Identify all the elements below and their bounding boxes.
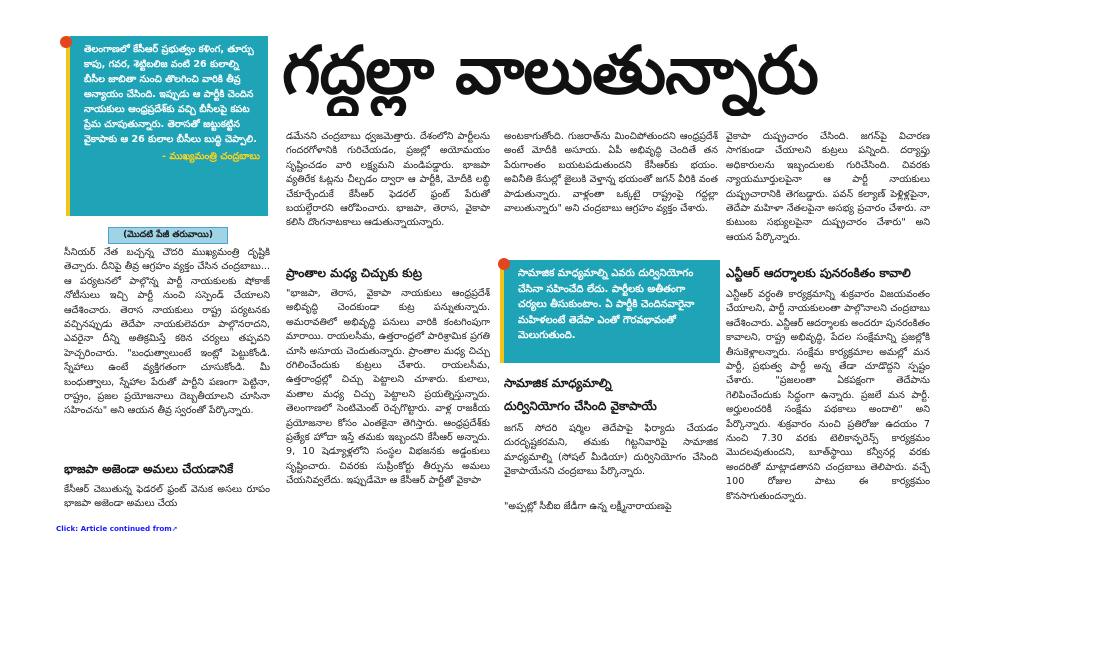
column-2-body-2: "భాజపా, తెరాస, వైకాపా నాయకులు ఆంధ్రప్రదేశ్ అభివృద్ధి చెందకుండా కుట్ర పన్నుతున్నారు. అమరావతిలో అభివృద్ధి పనులు వారికి కంటగింపుగా మారాయి. రాయలసీమ, ఉత్తరాంధ్రలో పారిశ్రామిక ప్రగతి చూసి అసూయ చెందుతున్నారు. ప్రాంతాల మధ్య చిచ్చు రగిలించేందుకు కుట్రలు చేశారు. రాయలసీమ, ఉత్తరాంధ్రల్లో చిచ్చు పెట్టాలని చూశారు. కులాలు, మతాల మధ్య చిచ్చు పెట్టాలని ప్రయత్నిస్తున్నారు. తెలంగాణలో సెంటిమెంట్ రెచ్చగొట్టారు. వాళ్ల రాజకీయ ప్రయోజనాల కోసం ఎంతకైనా తెగిస్తారు. ఆంధ్రప్రదేశ్‌కు ప్రత్యేక హోదా ఇస్తే తమకు ఇబ్బందని కేసీఆర్ అన్నారు. 9, 10 షెడ్యూళ్లలోని సంస్థల విభజనకు అడ్డంకులు సృష్టించారు. చివరకు సుప్రీంకోర్టు తీర్పును అమలు చేయనివ్వలేదు. ఇప్పుడేమో ఆ కేసీఆర్ పార్టీతో వైకాపా <box>286 288 490 487</box>
column-4-body-2: ఎన్టీఆర్ వర్ధంతి కార్యక్రమాన్ని శుక్రవారం విజయవంతం చేయాలని, పార్టీ నాయకులంతా పాల్గొనాలని చంద్రబాబు ఆదేశించారు. ఎన్టీఆర్ ఆదర్శాలకు అందరూ పునరంకితం కావాలని, రాష్ట్ర అభివృద్ధి, పేదల సంక్షేమాన్ని ప్రజల్లోకి తీసుకెళ్లాలన్నారు. సంక్షేమ కార్యక్రమాల అమల్లో మన పార్టీ, ప్రభుత్వ పార్టీ అన్న తేడా చూడొద్దని స్పష్టం చేశారు. "ప్రజలంతా ఏకపక్షంగా తెదేపాను గెలిపించేందుకు సిద్ధంగా ఉన్నారు. ప్రజలే మన పార్టీ. అర్హులందరికీ సంక్షేమ పథకాలు అందాలి" అని పేర్కొన్నారు. శుక్రవారం నుంచి ప్రతిరోజు ఉదయం 7 నుంచి 7.30 వరకు టెలికాన్ఫరెన్స్ కార్యక్రమం మొదలవుతుందని, బూత్‌స్థాయి కన్వీనర్ల వరకు అందరితో మాట్లాడతానని చంద్రబాబు తెలిపారు. వచ్చే 100 రోజుల పాటు ఈ కార్యక్రమం కొనసాగుతుందన్నారు. <box>726 289 930 502</box>
continued-tag: (మొదటి పేజీ తరువాయి) <box>108 227 228 244</box>
column-3-body: అంటకాగుతోంది. గుజరాత్‌ను మించిపోతుందని ఆంధ్రప్రదేశ్ అంటే మోదీకి అసూయ. ఏపీ అభివృద్ధి చెందితే తన పేరుగాంతం బయటపడుతుందని కేసీఆర్‌కు భయం. అవినీతి కేసుల్లో జైలుకి వెళ్తాన్న భయంతో జగన్ వీరికి వంత పాడుతున్నారు. వాళ్లంతా ఒక్కటై రాష్ట్రంపై గద్దల్లా వాలుతున్నారు" అని చంద్రబాబు ఆగ్రహం వ్యక్తం చేశారు. <box>504 131 718 215</box>
bullet-dot-icon <box>498 258 510 270</box>
column-4-body: వైకాపా దుష్ప్రచారం చేసింది. జగన్‌పై విచారణ సాగకుండా చేయాలని కుట్రలు పన్నింది. దర్యాప్తు అధికారులను ఇబ్బందులకు గురిచేసింది. చివరకు న్యాయమూర్తులపైనా ఆ పార్టీ నాయకులు దుష్ప్రచారానికి తెగబడ్డారు. పవన్ కల్యాణ్ పెళ్లిళ్లపైనా, తెదేపా మహిళా నేతలపైనా అసభ్య ప్రచారం చేశారు. నా కుటుంబ సభ్యులపైనా దుష్ప్రచారం చేశారు" అని ఆయన పేర్కొన్నారు. <box>726 131 930 243</box>
bullet-dot-icon <box>60 36 72 48</box>
quote-box <box>66 36 268 216</box>
column-2-body: డమేనని చంద్రబాబు ధ్వజమెత్తారు. దేశంలోని పార్టీలను గందరగోళానికి గురిచేయడం, ప్రజల్లో అయోమయం సృష్టించడం వారి లక్ష్యమని మండిపడ్డారు. భాజపా వ్యతిరేక ఓట్లను చీల్చడం ద్వారా ఆ పార్టీకి, మోదీకి లబ్ధి చేకూర్చేందుకే కేసీఆర్ ఫెడరల్ ఫ్రంట్ పేరుతో బయల్దేరారని ఆరోపించారు. భాజపా, తెరాస, వైకాపా కలిసి దొంగనాటకాలు ఆడుతున్నాయన్నారు. <box>286 131 490 229</box>
column-2-subhead: ప్రాంతాల మధ్య చిచ్చుకు కుట్ర <box>286 266 422 280</box>
column-3-subhead-a: సామాజిక మాధ్యమాల్ని <box>504 376 612 390</box>
column-1-body: సీనియర్ నేత బచ్చన్న చౌదరి ముఖ్యమంత్రి దృష్టికి తెచ్చారు. దీనిపై తీవ్ర ఆగ్రహం వ్యక్తం చేసిన చంద్రబాబు... ఆ పర్యటనలో పాల్గొన్న పార్టీ నాయకులకు షోకాజ్ నోటీసులు ఇచ్చి పార్టీ నుంచి సస్పెండ్ చేయాలని ఆదేశించారు. తెరాస నాయకులు రాష్ట్ర పర్యటనకు వచ్చినప్పుడు తెదేపా నాయకులెవరూ పాల్గొనరాదని, ఎవరైనా దీన్ని అతిక్రమిస్తే కఠిన చర్యలు తప్పవని హెచ్చరించారు. "బంధుత్వాలుంటే ఇంట్లో పెట్టుకోండి. స్నేహాలు ఉంటే వ్యక్తిగతంగా చూసుకోండి. మీ బంధుత్వాలు, స్నేహాల పేరుతో పార్టీని పణంగా పెట్టినా, రాష్ట్రం, ప్రజల ప్రయోజనాలు దెబ్బతీయాలని చూసినా సహించను" అని ఆయన తీవ్ర స్వరంతో పేర్కొన్నారు. <box>64 247 270 417</box>
highlight-box: సామాజిక మాధ్యమాల్ని ఎవరు దుర్వినియోగం చేసినా సహించేది లేదు. పార్టీలకు అతీతంగా చర్యలు తీసుకుంటాం. ఏ పార్టీకి చెందినవారైనా మహిళలంటే తెదేపా ఎంతో గౌరవభావంతో మెలుగుతుంది. <box>500 260 720 363</box>
column-1-subhead: భాజపా అజెండా అమలు చేయడానికే <box>64 462 234 476</box>
quote-text: తెలంగాణలో కేసీఆర్ ప్రభుత్వం కళింగ, తూర్పు కాపు, గవర, శెట్టిబలిజ వంటి 26 కులాల్ని బీసీల జాబితా నుంచి తొలగించి వారికి తీవ్ర అన్యాయం చేసింది. ఇప్పుడు ఆ పార్టీకి చెందిన నాయకులు ఆంధ్రప్రదేశ్‌కు వచ్చి బీసీలపై కపట ప్రేమ చూపుతున్నారు. తెరాసతో జట్టుకట్టిన వైకాపాకు ఆ 26 కులాల బీసీలు బుద్ధి చెప్పాలి. <box>84 44 257 145</box>
column-4-subhead: ఎన్టీఆర్ ఆదర్శాలకు పునరంకితం కావాలి <box>726 266 911 280</box>
article-continued-link-text[interactable]: Click: Article continued from <box>56 524 172 533</box>
column-3-subhead-b: దుర్వినియోగం చేసింది వైకాపాయే <box>504 399 657 413</box>
arrow-icon: ➚ <box>171 524 178 533</box>
article-continued-link[interactable] <box>56 524 178 533</box>
column-3-body-2: జగన్ సోదరి షర్మిల తెదేపాపై ఫిర్యాదు చేయడం దురదృష్టకరమని, తమకు గిట్టనివారిపై సామాజిక మాధ్యమాల్ని (సోషల్ మీడియా) దుర్వినియోగం చేసింది వైకాపాయేనని చంద్రబాబు పేర్కొన్నారు. <box>504 423 718 478</box>
column-3-body-3: "అప్పట్లో సీబీఐ జేడీగా ఉన్న లక్ష్మీనారాయణపై <box>504 501 672 512</box>
headline: గద్దల్లా వాలుతున్నారు <box>282 32 818 109</box>
quote-attribution: - ముఖ్యమంత్రి చంద్రబాబు <box>162 151 260 162</box>
column-1-body-2: కేసీఆర్ చెబుతున్న ఫెడరల్ ఫ్రంట్ వెనుక అసలు రూపం భాజపా అజెండా అమలు చేయ <box>64 484 270 510</box>
